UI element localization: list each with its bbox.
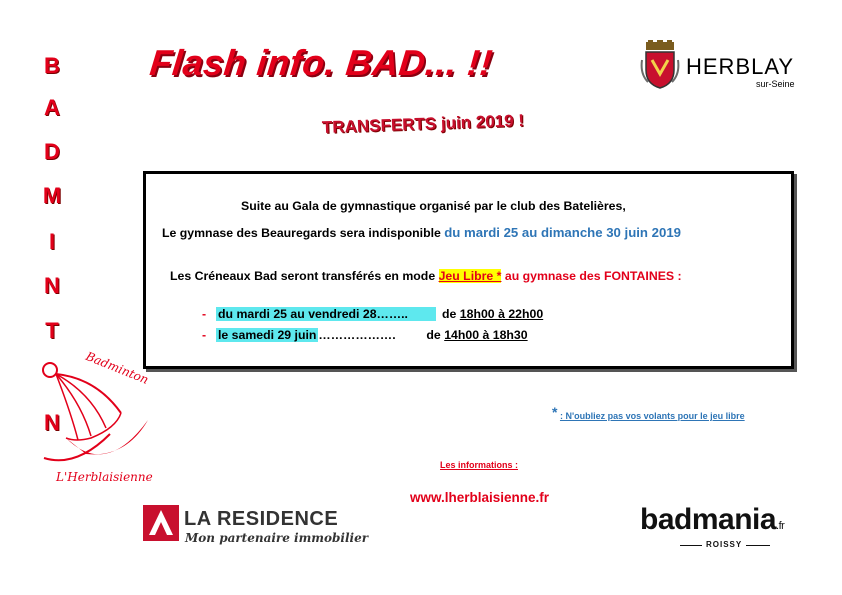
herblay-name: HERBLAY — [686, 54, 795, 79]
club-logo — [36, 349, 166, 493]
page-subtitle: TRANSFERTS juin 2019 ! — [321, 110, 525, 137]
slot-days: le samedi 29 juin — [218, 328, 317, 342]
footnote-text: : N'oubliez pas vos volants pour le jeu libre — [559, 411, 745, 421]
unavailable-dates: du mardi 25 au dimanche 30 juin 2019 — [444, 225, 681, 240]
footnote-star: * — [552, 404, 558, 420]
play-mode-badge: Jeu Libre * — [438, 269, 502, 283]
notice-box — [143, 171, 794, 369]
residence-tagline: Mon partenaire immobilier — [185, 531, 369, 545]
footnote — [552, 404, 745, 421]
vertical-letter-i: I — [48, 229, 56, 254]
club-logo-name: L'Herblaisienne — [56, 470, 153, 484]
notice-line-3-text: Les Créneaux Bad seront transférés en mode — [170, 269, 439, 283]
herblay-crest-icon — [640, 40, 680, 90]
vertical-letter-b: B — [44, 53, 60, 78]
slot-bullet: - — [202, 328, 207, 342]
badmania-city: ROISSY — [702, 540, 746, 549]
vertical-letter-d: D — [44, 139, 60, 164]
info-label: Les informations : — [440, 460, 519, 470]
notice-line-3 — [170, 269, 682, 283]
vertical-letter-n: N — [44, 273, 60, 298]
notice-line-2 — [162, 225, 681, 240]
vertical-letter-a: A — [44, 95, 60, 120]
slot-from: de — [426, 328, 445, 342]
vertical-letter-n2: N — [44, 410, 60, 435]
slot-days: du mardi 25 au vendredi 28…….. — [216, 307, 436, 321]
club-logo-word: Badminton — [83, 349, 151, 387]
page-title: Flash info. BAD... !! — [147, 42, 495, 83]
slot-time: 14h00 à 18h30 — [444, 328, 528, 342]
residence-logo-icon — [143, 505, 179, 541]
notice-line-2-text: Le gymnase des Beauregards sera indisponible — [162, 226, 445, 240]
vertical-letter-m: M — [42, 183, 62, 208]
badmania-logo — [640, 503, 784, 537]
residence-name: LA RESIDENCE — [184, 508, 339, 530]
vertical-letter-t: T — [45, 318, 59, 343]
website-link[interactable]: www.lherblaisienne.fr — [410, 490, 550, 505]
notice-line-3-venue: au gymnase des FONTAINES : — [501, 269, 682, 283]
slot-from: de — [442, 307, 460, 321]
herblay-suffix: sur-Seine — [756, 79, 795, 89]
slot-bullet: - — [202, 307, 207, 321]
slot-dots: ………………. — [318, 328, 396, 342]
slot-row — [202, 307, 543, 321]
slot-time: 18h00 à 22h00 — [459, 307, 544, 321]
notice-line-1: Suite au Gala de gymnastique organisé par le club des Batelières, — [241, 199, 626, 213]
badmania-name: badmania — [640, 503, 777, 536]
slot-row — [202, 328, 528, 342]
badmania-tld: .fr — [776, 520, 785, 532]
